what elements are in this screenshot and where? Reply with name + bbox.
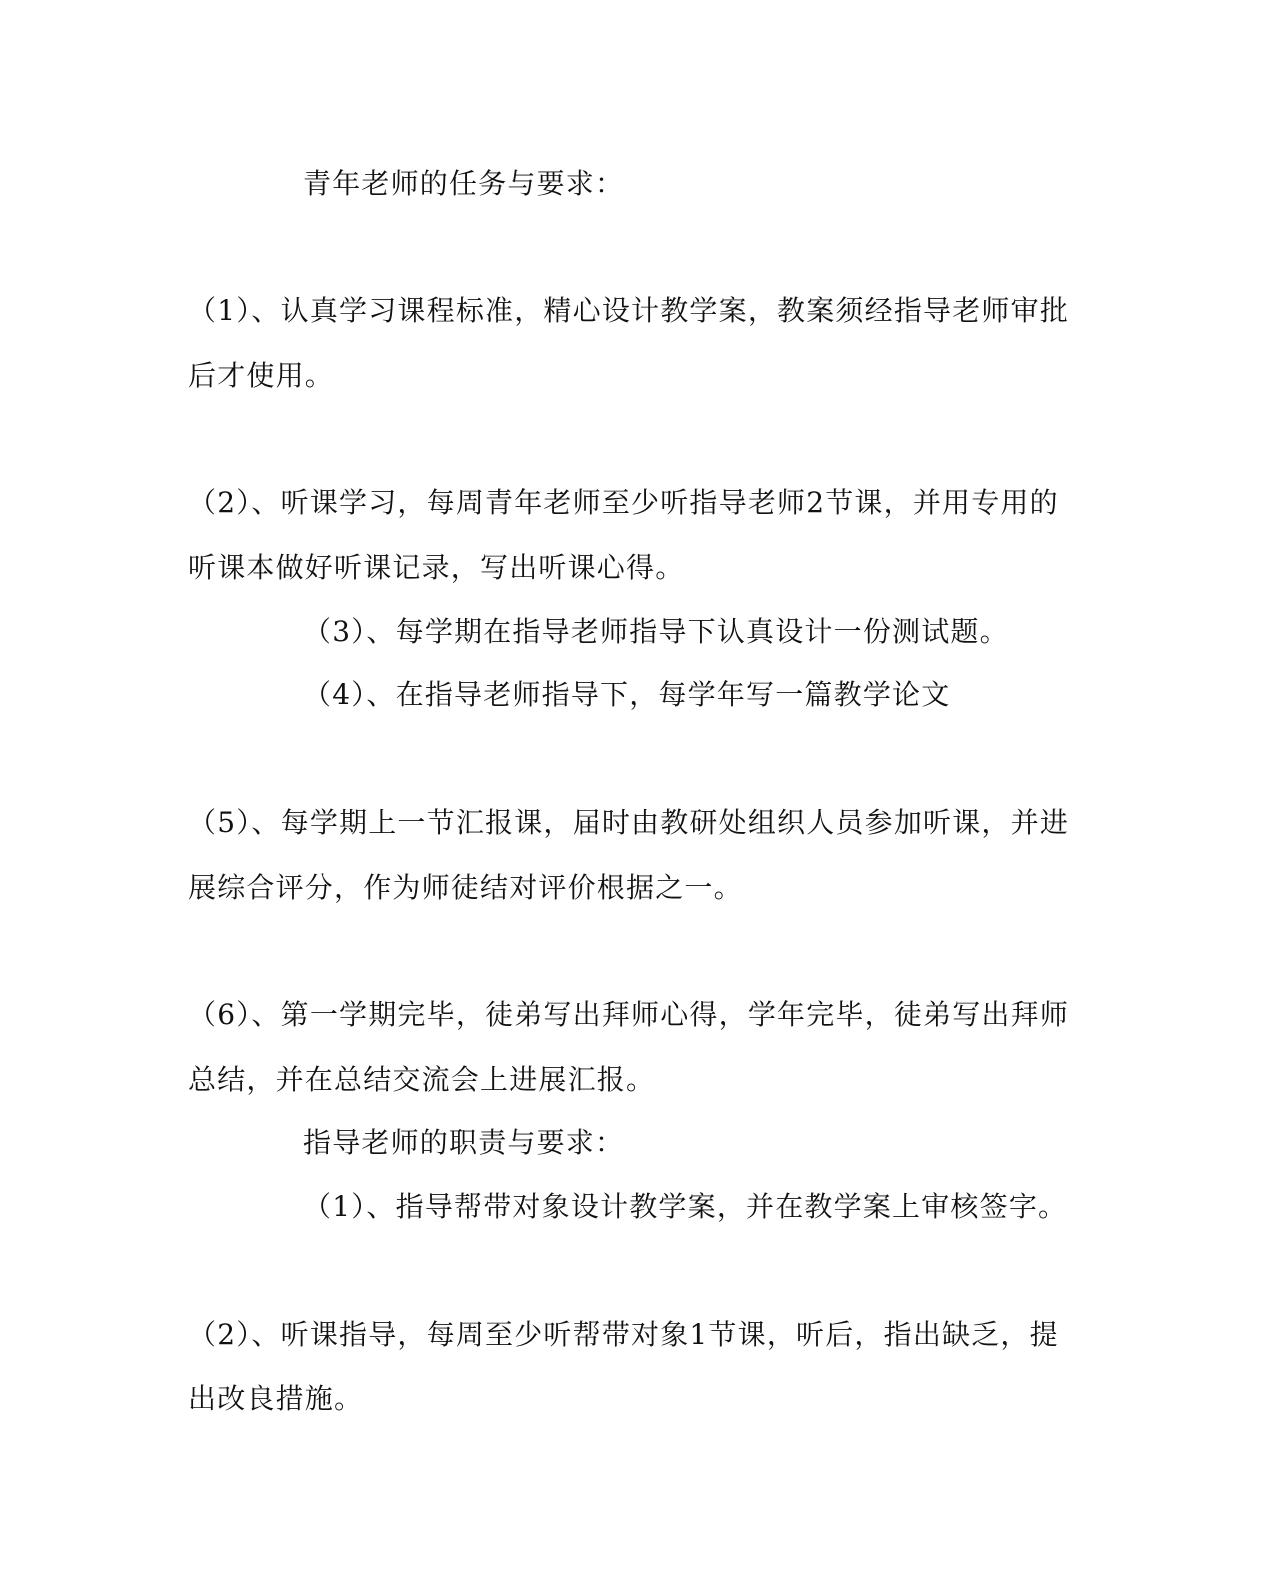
paragraph-line: 展综合评分，作为师徒结对评价根据之一。 (188, 871, 743, 904)
paragraph-line: （5）、每学期上一节汇报课，届时由教研处组织人员参加听课，并进 (188, 806, 1070, 839)
paragraph-line: 听课本做好听课记录，写出听课心得。 (188, 551, 685, 584)
paragraph-line: （2）、听课学习，每周青年老师至少听指导老师2节课，并用专用的 (188, 486, 1059, 519)
paragraph-line: （4）、在指导老师指导下，每学年写一篇教学论文 (303, 678, 951, 711)
paragraph-line: （6）、第一学期完毕，徒弟写出拜师心得，学年完毕，徒弟写出拜师 (188, 998, 1070, 1031)
paragraph-line: 出改良措施。 (188, 1382, 364, 1415)
paragraph-line: 后才使用。 (188, 359, 335, 392)
section-heading-mentor-teachers: 指导老师的职责与要求： (303, 1126, 625, 1159)
paragraph-line: （2）、听课指导，每周至少听帮带对象1节课，听后，指出缺乏，提 (188, 1318, 1059, 1351)
section-heading-young-teachers: 青年老师的任务与要求： (303, 167, 625, 200)
paragraph-line: （3）、每学期在指导老师指导下认真设计一份测试题。 (303, 615, 1009, 648)
paragraph-line: 总结，并在总结交流会上进展汇报。 (188, 1063, 656, 1096)
paragraph-line: （1）、指导帮带对象设计教学案，并在教学案上审核签字。 (303, 1190, 1068, 1223)
paragraph-line: （1）、认真学习课程标准，精心设计教学案，教案须经指导老师审批 (188, 294, 1070, 327)
